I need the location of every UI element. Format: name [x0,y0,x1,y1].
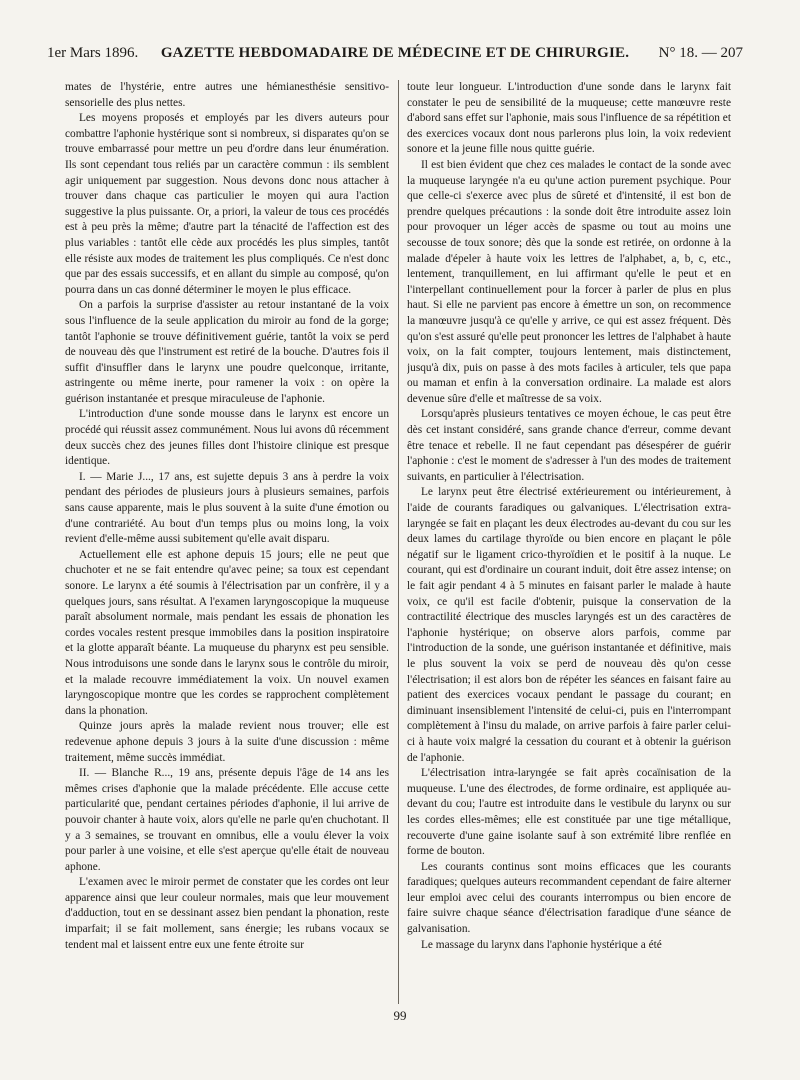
right-column [407,80,731,1004]
running-header [47,41,743,65]
paragraph: Les courants continus sont moins efficaces que les courants faradiques; quelques auteurs recommandent cependant de faire alterner leur emploi avec celui des courants interrompus ou bien encore de faire suivre chaque séance d'électrisation faradique d'une séance de galvanisation. [407,860,731,936]
issue-page-number: N° 18. — 207 [658,45,743,61]
paragraph: II. — Blanche R..., 19 ans, présente depuis l'âge de 14 ans les mêmes crises d'aphonie que la malade précédente. Elle accuse cette particularité que, pendant certaines périodes d'aphonie, il lui arrive de pouvoir chanter à haute voix, alors qu'elle ne parle qu'en chuchotant. Il y a 3 semaines, se trouvant en omnibus, elle a voulu élever la voix pour parler à une voisine, et elle s'est aperçue qu'elle était de nouveau aphone. [65,767,389,873]
journal-title: GAZETTE HEBDOMADAIRE DE MÉDECINE ET DE CHIRURGIE. [160,45,630,61]
text-columns [65,80,731,1004]
paragraph: Quinze jours après la malade revient nous trouver; elle est redevenue aphone depuis 3 jours à la suite d'une discussion : même traitement, même succès immédiat. [65,720,389,764]
paragraph: Le massage du larynx dans l'aphonie hystérique a été [421,938,662,951]
column-divider [398,80,399,1004]
paragraph: mates de l'hystérie, entre autres une hémianesthésie sensitivo-sensorielle des plus nettes. [65,81,389,109]
paragraph: L'introduction d'une sonde mousse dans le larynx est encore un procédé qui réussit assez communément. Nous lui avons dû récemment deux succès chez des jeunes filles dont l'histoire clinique est presque identique. [65,408,389,468]
paragraph: Il est bien évident que chez ces malades le contact de la sonde avec la muqueuse laryngée n'a eu qu'une action purement psychique. Pour que celle-ci s'exerce avec plus de sûreté et d'intensité, il est bon de prendre quelques précautions : la sonde doit être introduite assez loin pour provoquer un léger accès de spasme ou tout au moins une secousse de toux sonore; dès que la sonde est retirée, on ordonne à la malade d'épeler à haute voix les lettres de l'alphabet, a, b, c, etc., lentement, tranquillement, en lui affirmant qu'elle le peut et en l'interpellant continuellement pour la forcer à parler de plus en plus haut. Si elle ne parvient pas encore à émettre un son, on recommence la manœuvre jusqu'à ce qu'elle y arrive, ce qui est assez fréquent. Dès qu'on s'est assuré qu'elle peut prononcer les lettres de l'alphabet à haute voix, on la fait compter, toujours lentement, mais distinctement, jusqu'à dix, puis on passe à des mots faciles à articuler, tels que papa ou maman et enfin à la conversation ordinaire. La malade est alors devenue sûre d'elle et maîtresse de sa voix. [407,158,731,405]
paragraph: L'examen avec le miroir permet de constater que les cordes ont leur apparence ainsi que leur couleur normales, mais que leur mouvement d'adduction, tout en se dessinant assez bien pendant la phonation, reste imparfait; il se fait mollement, sans énergie; les rubans vocaux se tendent mal et laissent entre eux une fente étroite sur [65,876,389,951]
paragraph: Lorsqu'après plusieurs tentatives ce moyen échoue, le cas peut être dès cet instant considéré, sans grande chance d'erreur, comme devant être tenace et rebelle. Il ne faut cependant pas désespérer de guérir l'aphonie : c'est le moment de s'adresser à l'un des modes de traitement suivants, en particulier à l'électrisation. [407,408,731,483]
left-column [65,80,389,1004]
paragraph: L'électrisation intra-laryngée se fait après cocaïnisation de la muqueuse. L'une des électrodes, de forme ordinaire, est appliquée au-devant du cou; l'autre est introduite dans le vestibule du larynx ou sur les cordes elles-mêmes; elle est constituée par une tige métallique, recouverte d'une gaine isolante sauf à son extrémité libre renflée en forme de bouton. [407,767,731,858]
folio-number: 99 [393,1008,407,1023]
paragraph: toute leur longueur. L'introduction d'une sonde dans le larynx fait constater le peu de sensibilité de la muqueuse; cette manœuvre reste d'abord sans effet sur l'aphonie, mais sous l'influence de sa répétition et des exercices vocaux dont nous parlerons plus loin, la voix redevient sonore et la jeune fille nous quitte guérie. [407,81,731,156]
paragraph: I. — Marie J..., 17 ans, est sujette depuis 3 ans à perdre la voix pendant des périodes de plusieurs jours à plusieurs semaines, parfois sans cause apparente, mais le plus souvent à la suite d'une émotion ou d'une contrariété. Au bout d'un temps plus ou moins long, la voix revient d'elle-même aussi subitement qu'elle avait disparu. [65,470,389,546]
paragraph: On a parfois la surprise d'assister au retour instantané de la voix sous l'influence de la seule application du miroir au fond de la gorge; tantôt l'aphonie se trouve définitivement guérie, tantôt la voix se perd de nouveau dès que l'instrument est retiré de la bouche. D'autres fois il suffit d'insuffler dans le larynx une poudre quelconque, irritante, astringente ou même inerte, pour ramener la voix : on opère la guérison instantanée et presque miraculeuse de l'aphonie. [65,299,389,405]
paragraph: Le larynx peut être électrisé extérieurement ou intérieurement, à l'aide de courants faradiques ou galvaniques. L'électrisation extra-laryngée se fait en plaçant les deux électrodes au-devant du cou sur les deux lames du cartilage thyroïde ou bien encore en plaçant le pôle négatif sur le ligament crico-thyroïdien et le positif à la nuque. Le courant, qui est d'ordinaire un courant induit, doit être assez intense; on le fait agir pendant 4 à 5 minutes en faisant parler le malade à haute voix, ce qu'il est facile d'obtenir, puisque la conservation de la contractilité électrique des muscles laryngés est un des caractères de l'aphonie hystérique; on observe alors parfois, comme par l'introduction de la sonde, une guérison instantanée et définitive, mais le plus souvent la voix se perd de nouveau dès qu'on cesse l'électrisation; il est alors bon de répéter les séances en faisant faire au patient des exercices vocaux pendant le passage du courant; en diminuant insensiblement l'intensité de celui-ci, puis en l'interrompant complètement à l'insu du malade, on arrive parfois à faire parler celui-ci à haute voix malgré la cessation du courant et à obtenir la guérison de l'aphonie. [407,486,731,764]
issue-date: 1er Mars 1896. [47,45,139,61]
paragraph: Actuellement elle est aphone depuis 15 jours; elle ne peut que chuchoter et ne se fait entendre qu'avec peine; sa toux est cependant sonore. Le larynx a été soumis à l'électrisation par un confrère, il y a quelques jours, sans résultat. A l'examen laryngoscopique la muqueuse paraît absolument normale, mais pendant les essais de phonation les cordes vocales restent presque immobiles dans la position inspiratoire et la glotte apparaît béante. La muqueuse du pharynx est peu sensible. Nous introduisons une sonde dans le larynx sous le contrôle du miroir, et la malade recouvre immédiatement la voix. Un nouvel examen laryngoscopique montre que les cordes se rapprochent complètement dans la phonation. [65,548,389,717]
paragraph: Les moyens proposés et employés par les divers auteurs pour combattre l'aphonie hystérique sont si nombreux, si disparates qu'on se trouve embarrassé pour mettre un peu d'ordre dans leur énumération. Ils sont cependant tous reliés par un caractère commun : ils semblent agir uniquement par suggestion. Nous devons donc nous attacher à trouver dans chaque cas particulier le moyen qui aura l'action suggestive la plus puissante. Or, a priori, la valeur de tous ces procédés est à peu près la même; d'autre part la ténacité de l'affection est des plus variables : tantôt elle cède aux procédés les plus simples, tantôt elle résiste aux modes de traitement les plus compliqués. Ce n'est donc que par des essais successifs, et en allant du simple au composé, qu'on pourra dans un cas donné déterminer le moyen le plus efficace. [65,112,389,296]
